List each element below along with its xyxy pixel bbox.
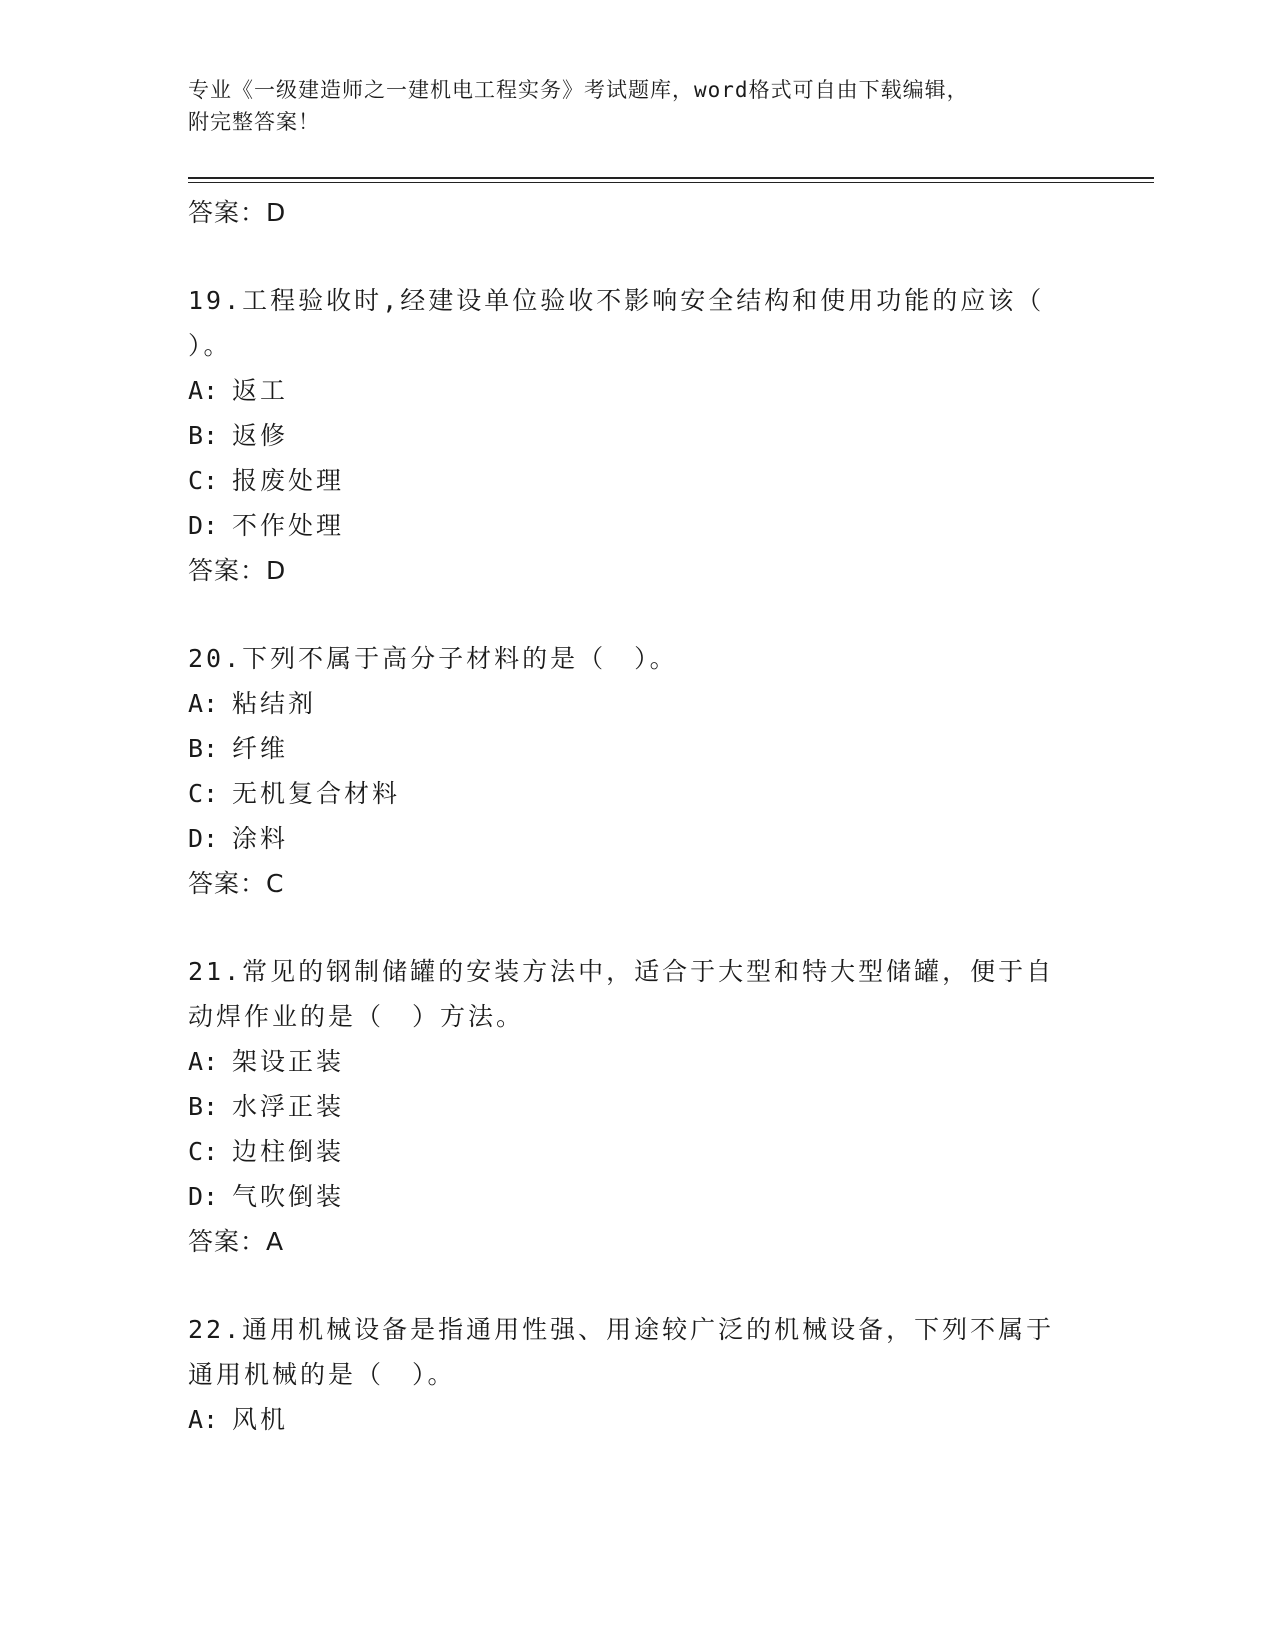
question-text-line: 动焊作业的是（ ）方法。 <box>188 1002 525 1031</box>
option-letter: B: <box>188 1092 219 1121</box>
option-c <box>188 458 1088 503</box>
option-letter: A: <box>188 1047 219 1076</box>
answer-line: 答案：A <box>188 1227 285 1256</box>
option-c <box>188 771 1088 816</box>
option-text: 水浮正装 <box>232 1092 345 1121</box>
question-text-line: 21.常见的钢制储罐的安装方法中，适合于大型和特大型储罐，便于自 <box>188 957 1055 986</box>
option-b <box>188 726 1088 771</box>
option-text: 纤维 <box>232 734 289 763</box>
header-divider <box>188 177 1154 179</box>
option-text: 涂料 <box>232 824 289 853</box>
question-list <box>188 190 1088 1442</box>
document-header <box>188 74 1088 138</box>
question-text <box>188 949 1088 1039</box>
option-text: 粘结剂 <box>232 689 317 718</box>
option-a <box>188 368 1088 413</box>
option-text: 风机 <box>232 1405 289 1434</box>
question-text <box>188 636 1088 681</box>
option-letter: A: <box>188 689 219 718</box>
option-letter: C: <box>188 1137 219 1166</box>
answer-line: 答案：C <box>188 869 285 898</box>
option-letter: B: <box>188 734 219 763</box>
question-text-line: 20.下列不属于高分子材料的是（ ）。 <box>188 644 678 673</box>
question-text-line: ）。 <box>188 331 232 360</box>
question-21 <box>188 949 1088 1265</box>
header-divider-thin <box>188 182 1154 183</box>
question-text-line: 通用机械的是（ ）。 <box>188 1360 456 1389</box>
option-text: 不作处理 <box>232 511 345 540</box>
option-text: 返工 <box>232 376 289 405</box>
option-b <box>188 1084 1088 1129</box>
answer-line: 答案：D <box>188 556 287 585</box>
option-text: 边柱倒装 <box>232 1137 345 1166</box>
option-letter: C: <box>188 466 219 495</box>
question-text <box>188 278 1088 368</box>
question-text <box>188 1307 1088 1397</box>
option-letter: D: <box>188 1182 219 1211</box>
question-22 <box>188 1307 1088 1442</box>
option-letter: C: <box>188 779 219 808</box>
option-d <box>188 816 1088 861</box>
option-letter: A: <box>188 376 219 405</box>
option-letter: D: <box>188 511 219 540</box>
option-text: 无机复合材料 <box>232 779 401 808</box>
option-text: 报废处理 <box>232 466 345 495</box>
option-text: 架设正装 <box>232 1047 345 1076</box>
answer-line: 答案：D <box>188 198 287 227</box>
header-line-1: 专业《一级建造师之一建机电工程实务》考试题库，word格式可自由下载编辑， <box>188 78 969 102</box>
option-text: 返修 <box>232 421 289 450</box>
option-b <box>188 413 1088 458</box>
option-d <box>188 1174 1088 1219</box>
question-text-line: 22.通用机械设备是指通用性强、用途较广泛的机械设备，下列不属于 <box>188 1315 1055 1344</box>
question-20 <box>188 636 1088 907</box>
option-letter: A: <box>188 1405 219 1434</box>
option-d <box>188 503 1088 548</box>
question-19 <box>188 278 1088 594</box>
option-c <box>188 1129 1088 1174</box>
header-line-2: 附完整答案！ <box>188 110 320 134</box>
option-a <box>188 1397 1088 1442</box>
option-letter: B: <box>188 421 219 450</box>
option-letter: D: <box>188 824 219 853</box>
option-text: 气吹倒装 <box>232 1182 345 1211</box>
question-text-line: 19.工程验收时,经建设单位验收不影响安全结构和使用功能的应该（ <box>188 286 1045 315</box>
option-a <box>188 1039 1088 1084</box>
option-a <box>188 681 1088 726</box>
